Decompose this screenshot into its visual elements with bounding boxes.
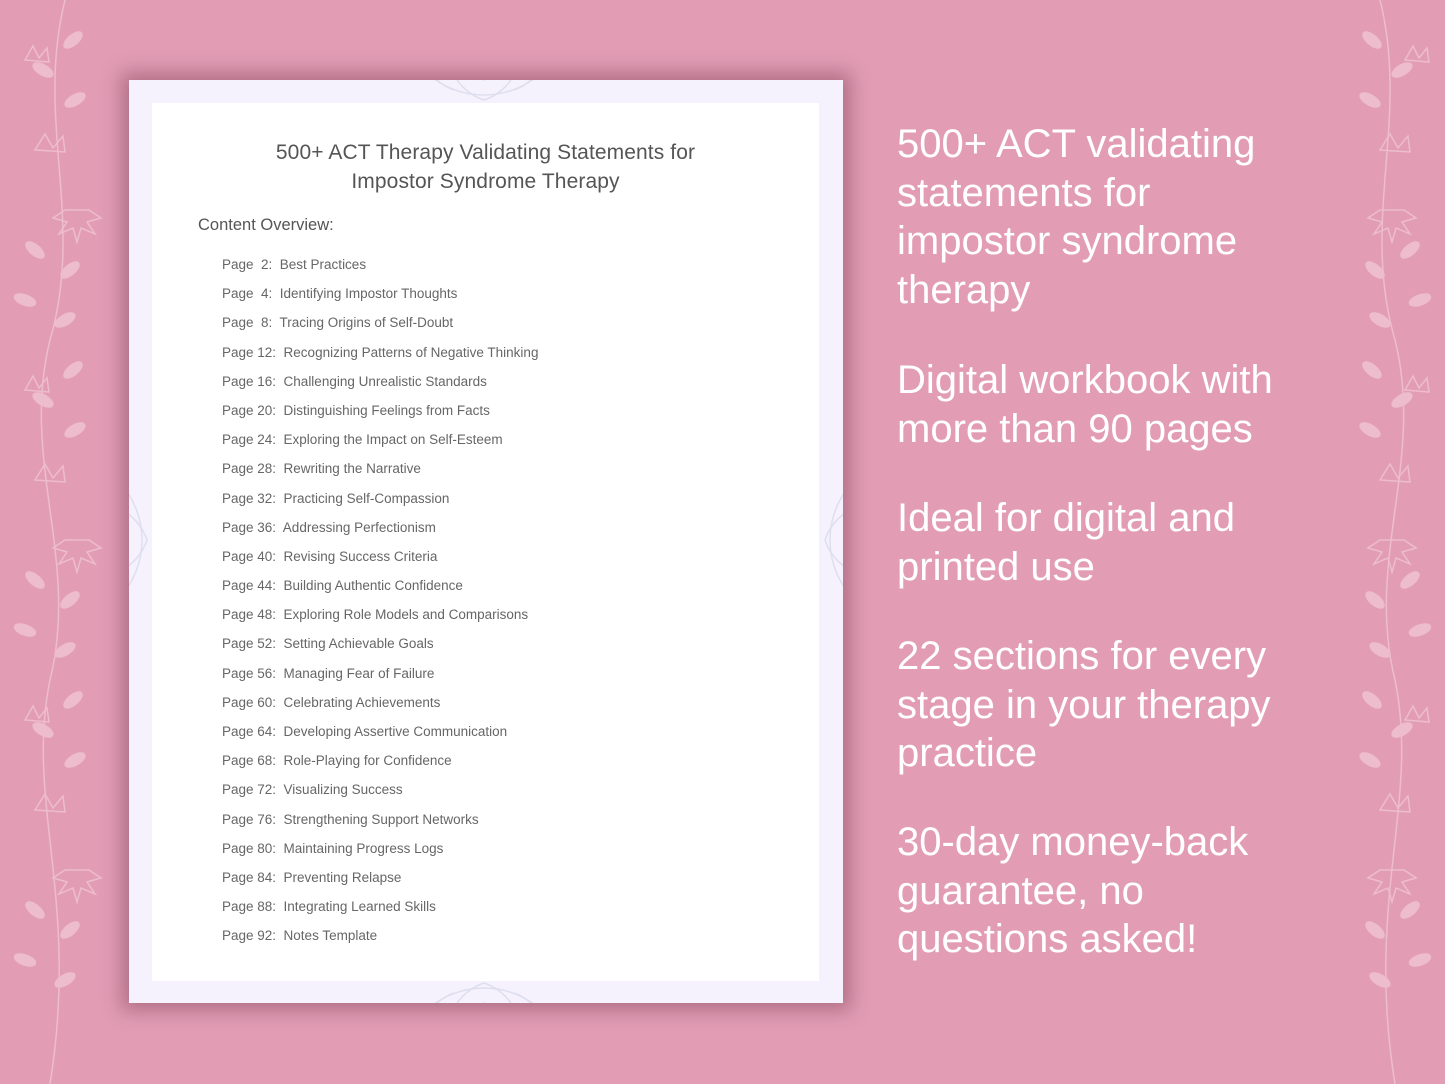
toc-item: Page 92: Notes Template: [222, 928, 378, 944]
toc-item: Page 8: Tracing Origins of Self-Doubt: [222, 315, 454, 331]
mandala-icon: [129, 460, 152, 620]
feature-guarantee: [897, 818, 1248, 964]
toc-item: Page 48: Exploring Role Models and Comparisons: [222, 607, 529, 623]
toc-item: Page 36: Addressing Perfectionism: [222, 519, 436, 535]
toc-item: Page 72: Visualizing Success: [222, 782, 403, 798]
feature-line: stage in your therapy: [897, 682, 1271, 727]
feature-statements-count: [897, 120, 1255, 314]
toc-item: Page 4: Identifying Impostor Thoughts: [222, 286, 458, 302]
feature-line: 22 sections for every: [897, 634, 1267, 678]
toc-item: Page 20: Distinguishing Feelings from Facts: [222, 402, 490, 418]
floral-vine-icon: [0, 0, 125, 1084]
toc-item: Page 2: Best Practices: [222, 257, 367, 272]
toc-item: Page 56: Managing Fear of Failure: [222, 665, 435, 681]
content-overview-heading: Content Overview:: [198, 216, 334, 234]
feature-sections: [897, 632, 1271, 778]
toc-item: Page 60: Celebrating Achievements: [222, 694, 441, 710]
toc-item: Page 52: Setting Achievable Goals: [222, 636, 434, 652]
document-title: [152, 138, 819, 196]
toc-item: Page 44: Building Authentic Confidence: [222, 578, 463, 594]
feature-line: impostor syndrome: [897, 219, 1238, 263]
toc-item: Page 88: Integrating Learned Skills: [222, 899, 436, 915]
feature-line: more than 90 pages: [897, 406, 1253, 451]
feature-line: 500+ ACT validating: [897, 122, 1256, 166]
document-page-preview: [129, 80, 843, 1003]
feature-line: practice: [897, 731, 1038, 775]
toc-item: Page 28: Rewriting the Narrative: [222, 461, 421, 477]
toc-item: Page 76: Strengthening Support Networks: [222, 811, 479, 827]
mandala-icon: [384, 978, 584, 1003]
feature-line: questions asked!: [897, 917, 1198, 961]
feature-line: statements for: [897, 170, 1151, 215]
document-title-line: 500+ ACT Therapy Validating Statements for: [275, 141, 696, 164]
toc-item: Page 80: Maintaining Progress Logs: [222, 840, 444, 856]
mandala-icon: [820, 460, 843, 620]
feature-line: guarantee, no: [897, 868, 1144, 913]
mandala-icon: [384, 80, 584, 105]
toc-item: Page 12: Recognizing Patterns of Negative Thinking: [222, 344, 539, 360]
feature-line: Ideal for digital and: [897, 496, 1236, 540]
toc-item: Page 24: Exploring the Impact on Self-Esteem: [222, 432, 503, 448]
toc-item: Page 64: Developing Assertive Communication: [222, 724, 508, 739]
feature-line: Digital workbook with: [897, 358, 1273, 402]
toc-item: Page 40: Revising Success Criteria: [222, 548, 438, 564]
toc-item: Page 16: Challenging Unrealistic Standards: [222, 373, 487, 389]
floral-vine-icon: [1320, 0, 1445, 1084]
feature-line: 30-day money-back: [897, 820, 1249, 864]
toc-item: Page 68: Role-Playing for Confidence: [222, 753, 452, 769]
document-title-line: Impostor Syndrome Therapy: [351, 170, 620, 193]
feature-page-count: [897, 356, 1273, 453]
toc-item: Page 32: Practicing Self-Compassion: [222, 490, 450, 506]
feature-line: printed use: [897, 544, 1095, 589]
feature-line: therapy: [897, 267, 1031, 312]
toc-item: Page 84: Preventing Relapse: [222, 869, 402, 885]
feature-usage: [897, 494, 1235, 591]
document-content: [152, 103, 819, 981]
table-of-contents: [222, 253, 538, 954]
